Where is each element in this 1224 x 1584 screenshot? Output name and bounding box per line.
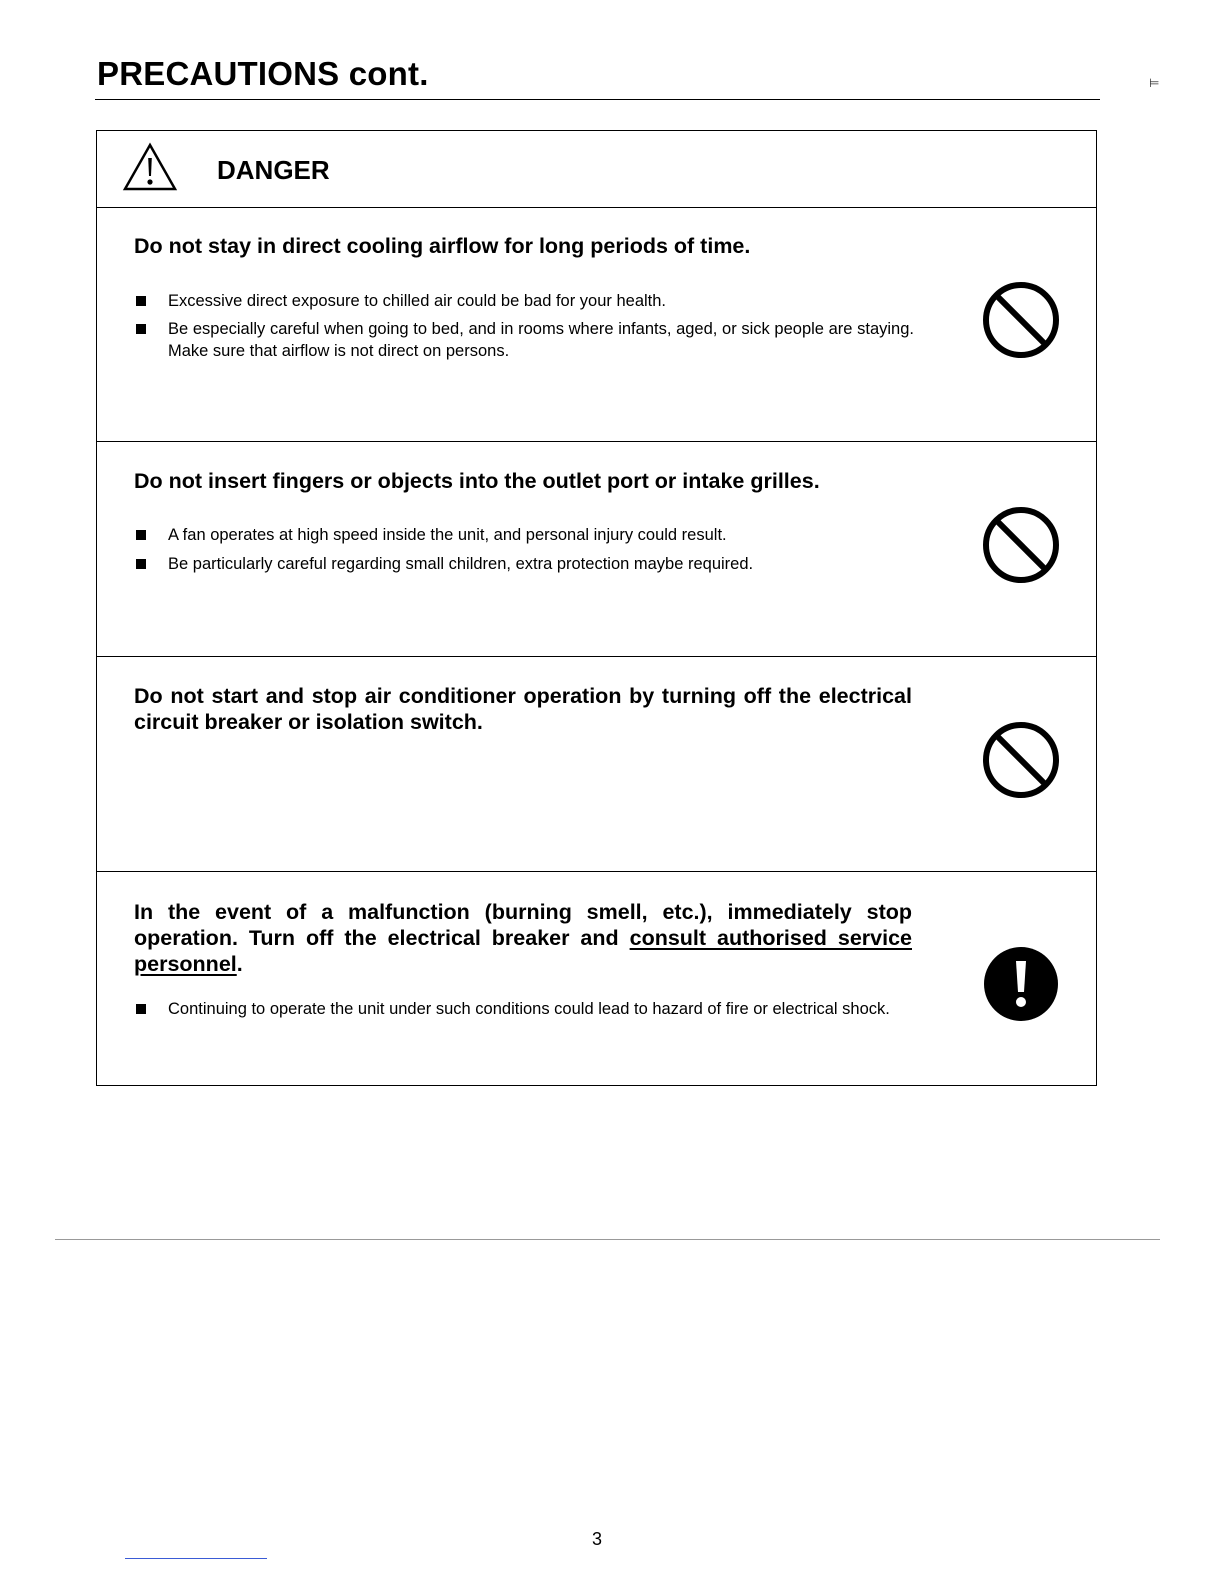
list-item: A fan operates at high speed inside the unit, and personal injury could result. — [134, 524, 914, 546]
page-title: PRECAUTIONS cont. — [97, 55, 429, 92]
list-item: Excessive direct exposure to chilled air could be bad for your health. — [134, 290, 914, 312]
precaution-section-breaker — [97, 656, 1096, 872]
mandatory-action-icon — [981, 944, 1061, 1024]
danger-label: DANGER — [217, 155, 330, 185]
underlined-phrase: consult authorised service personnel — [134, 926, 912, 976]
list-item: Be especially careful when going to bed, and in rooms where infants, aged, or sick people are staying. Make sure that airflow is not direct on persons. — [134, 318, 914, 362]
precaution-section-fingers — [97, 441, 1096, 657]
bullet-list — [134, 290, 914, 369]
bullet-square-icon — [136, 1004, 146, 1014]
danger-panel — [96, 130, 1097, 1086]
list-item: Continuing to operate the unit under such conditions could lead to hazard of fire or electrical shock. — [134, 998, 914, 1020]
bullet-list — [134, 524, 914, 582]
prohibition-icon — [981, 720, 1061, 800]
edge-mark: ⊨ — [1149, 76, 1160, 90]
page-number: 3 — [591, 1529, 602, 1549]
bullet-square-icon — [136, 559, 146, 569]
title-underline — [95, 99, 1100, 100]
bullet-list — [134, 998, 914, 1027]
bullet-square-icon — [136, 530, 146, 540]
precaution-section-airflow — [97, 208, 1096, 442]
section-heading: Do not start and stop air conditioner operation by turning off the electrical circuit breaker or isolation switch. — [134, 684, 912, 734]
danger-header — [97, 131, 1096, 208]
section-heading: Do not insert fingers or objects into the outlet port or intake grilles. — [134, 469, 820, 493]
bullet-square-icon — [136, 296, 146, 306]
section-heading: Do not stay in direct cooling airflow for long periods of time. — [134, 234, 751, 258]
page-divider — [55, 1239, 1160, 1240]
prohibition-icon — [981, 505, 1061, 585]
prohibition-icon — [981, 280, 1061, 360]
bullet-square-icon — [136, 324, 146, 334]
section-heading: In the event of a malfunction (burning smell, etc.), immediately stop operation. Turn off the electrical breaker and consult authorised service personnel. — [134, 900, 912, 976]
warning-triangle-icon — [121, 141, 179, 193]
precaution-section-malfunction — [97, 871, 1096, 1085]
list-item: Be particularly careful regarding small children, extra protection maybe required. — [134, 553, 914, 575]
footer-rule — [125, 1558, 267, 1559]
